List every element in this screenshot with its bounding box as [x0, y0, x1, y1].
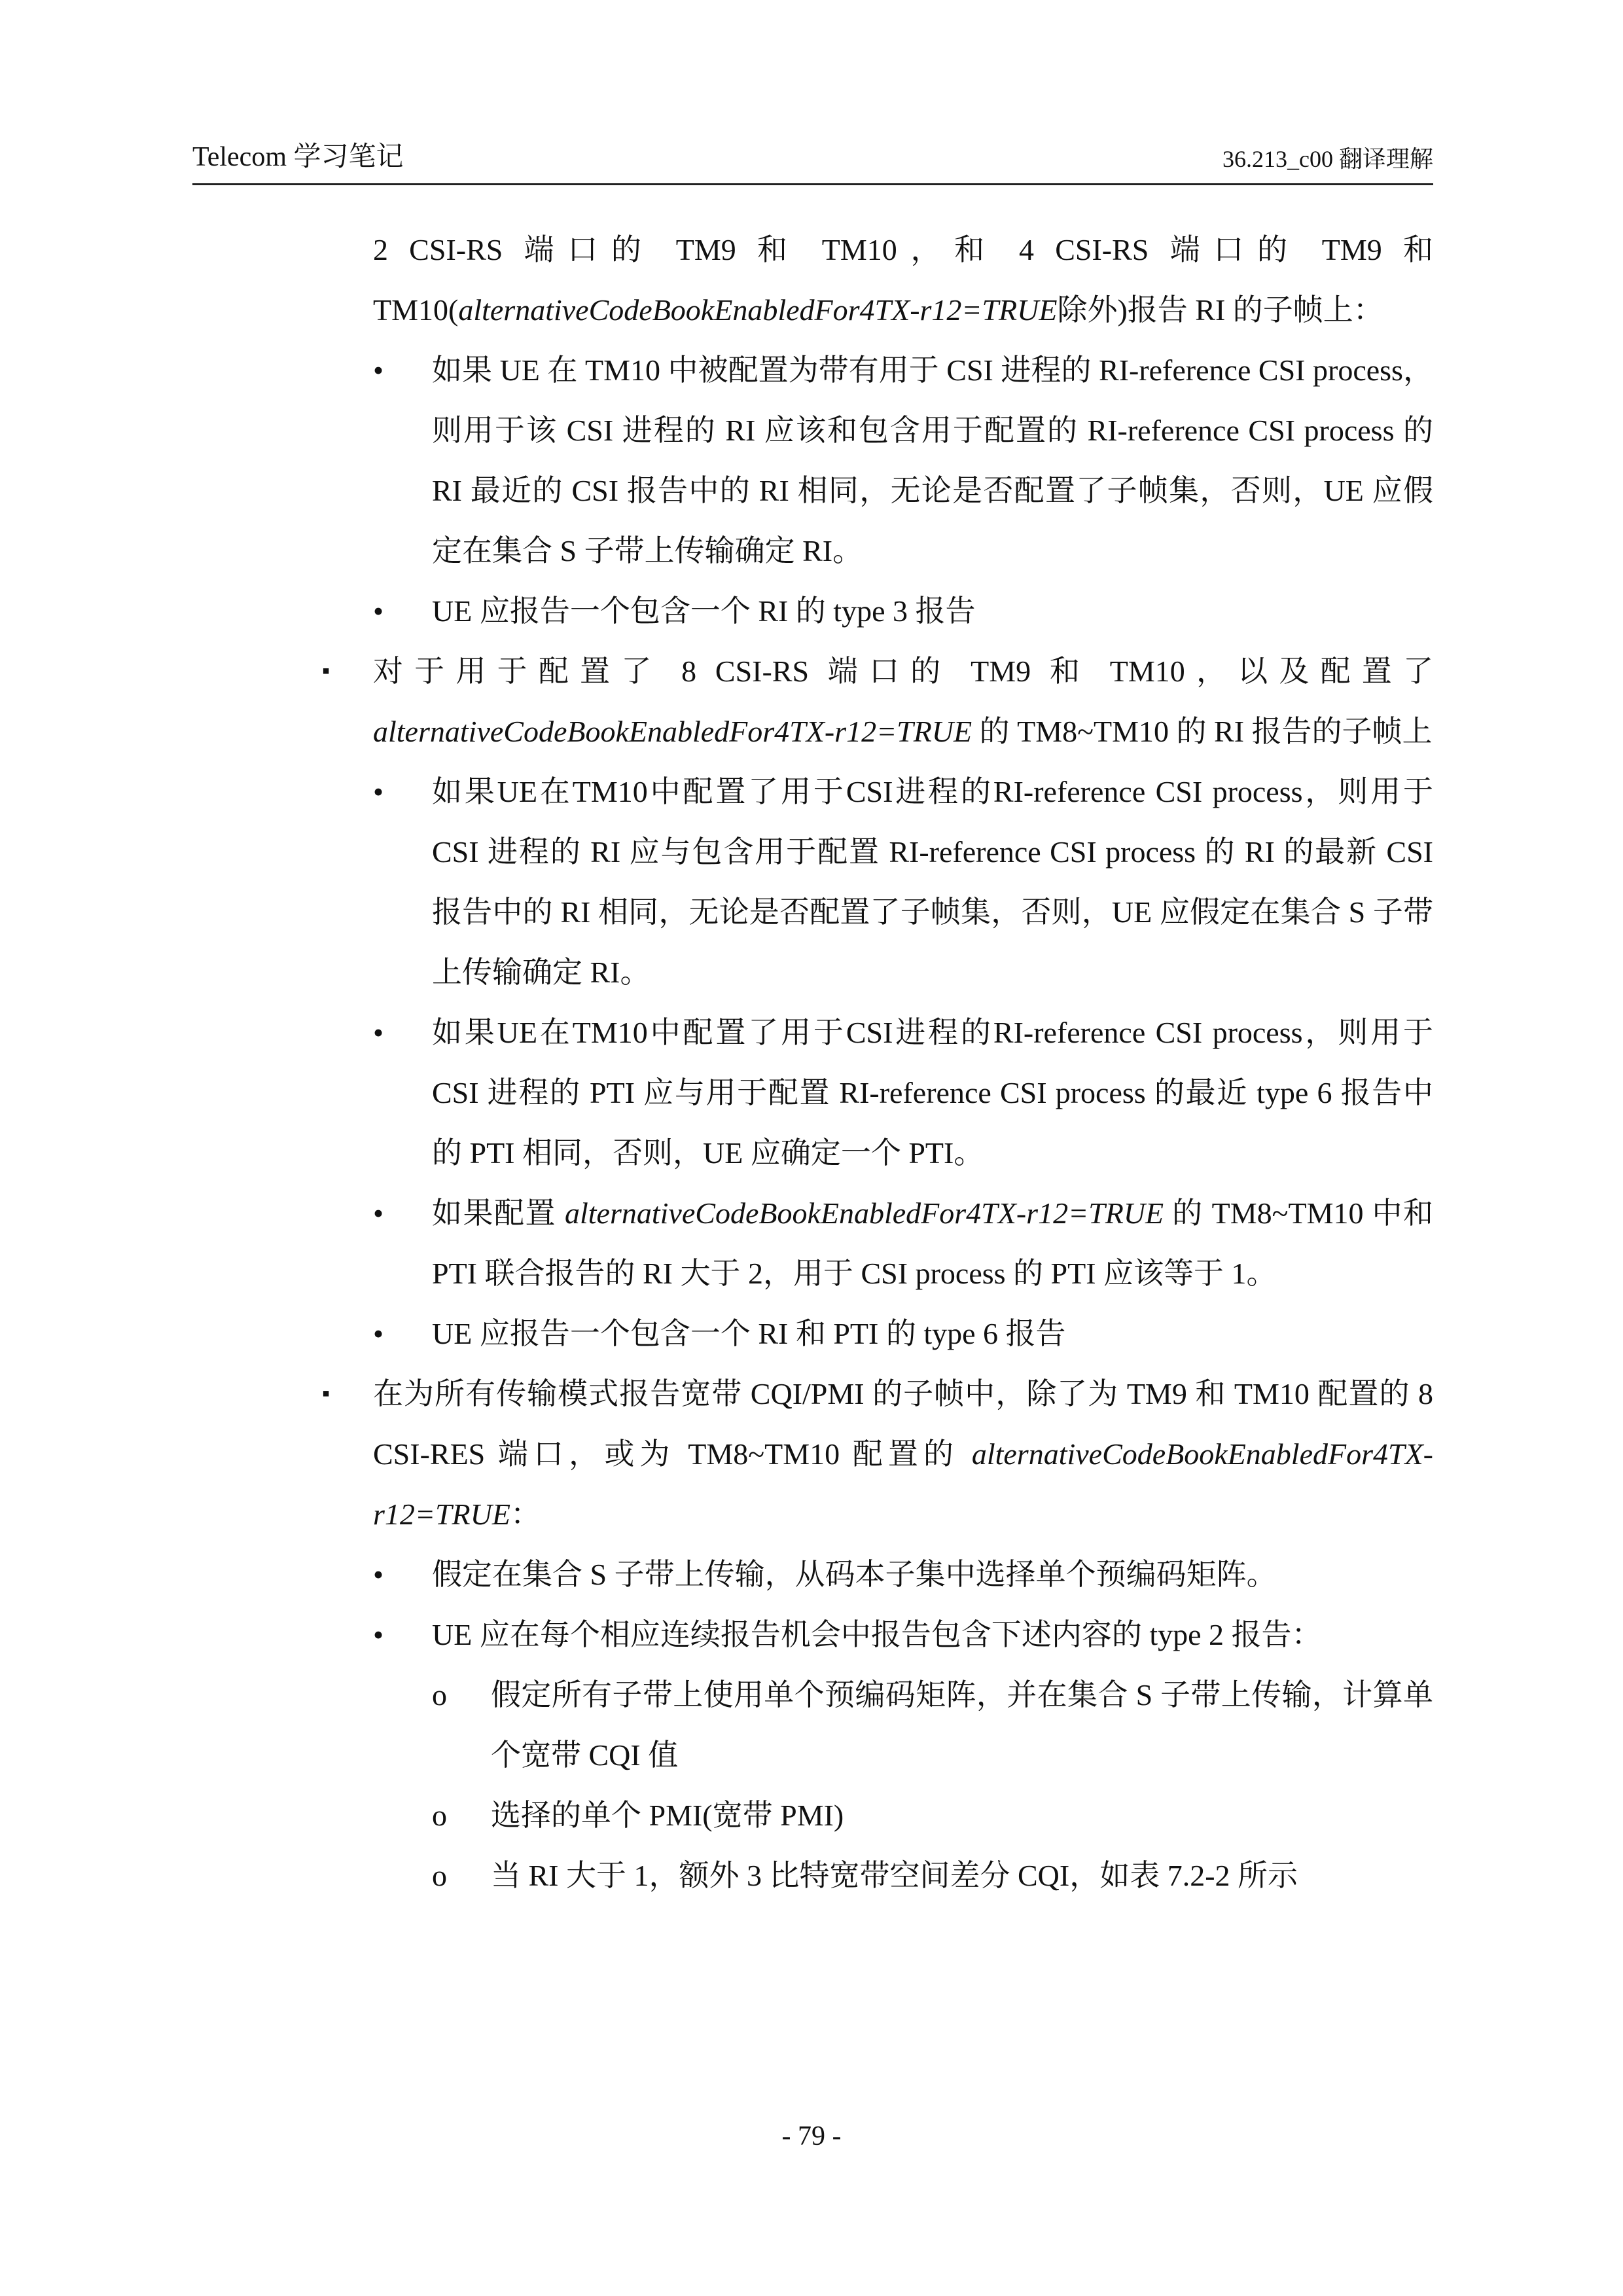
header-title: Telecom 学习笔记	[192, 142, 404, 172]
bullet-marker: •	[373, 1558, 384, 1591]
page-body	[322, 220, 1433, 1906]
square-bullet-marker: ▪	[322, 1382, 330, 1406]
intro-param: alternativeCodeBookEnabledFor4TX-r12=TRUE	[458, 293, 1058, 327]
bullet3-param: alternativeCodeBookEnabledFor4TX-r12=TRUE	[564, 1196, 1164, 1230]
page-number: - 79 -	[781, 2121, 842, 2151]
list-item: • UE 应报告一个包含一个 RI 和 PTI 的 type 6 报告	[432, 1304, 1433, 1364]
bullet-marker: •	[373, 775, 384, 808]
bullet-marker: •	[373, 1317, 384, 1350]
list-item: • UE 应在每个相应连续报告机会中报告包含下述内容的 type 2 报告：	[432, 1605, 1433, 1665]
page-header	[192, 131, 1433, 185]
list-item: • 如果UE在TM10中配置了用于CSI进程的RI-reference CSI process，则用于 CSI 进程的 PTI 应与用于配置 RI-reference CSI process 的最近 type 6 报告中的 PTI 相同，否则，UE 应确定一个 PTI。	[432, 1003, 1433, 1183]
bullet-marker: •	[373, 353, 384, 387]
section2-param: alternativeCodeBookEnabledFor4TX-r12=TRUE	[373, 715, 972, 748]
bullet-marker: •	[373, 594, 384, 628]
list-item: • 假定在集合 S 子带上传输，从码本子集中选择单个预编码矩阵。	[432, 1545, 1433, 1605]
sub-list-item: o 当 RI 大于 1，额外 3 比特宽带空间差分 CQI，如表 7.2-2 所示	[491, 1846, 1433, 1906]
section-item: ▪ 对于用于配置了 8 CSI-RS 端口的 TM9 和 TM10，以及配置了alternativeCodeBookEnabledFor4TX-r12=TRUE 的 TM8~TM10 的 RI 报告的子帧上	[373, 641, 1433, 762]
bullet-marker: •	[373, 1196, 384, 1230]
bullet-marker: •	[373, 1618, 384, 1651]
sub-list-item: o 假定所有子带上使用单个预编码矩阵，并在集合 S 子带上传输，计算单个宽带 CQI 值	[491, 1665, 1433, 1785]
header-doc-id: 36.213_c00 翻译理解	[1222, 146, 1433, 172]
circle-bullet-marker: o	[432, 1678, 447, 1712]
circle-bullet-marker: o	[432, 1799, 447, 1832]
section3-param: alternativeCodeBookEnabledFor4TX-r12=TRUE	[373, 1437, 1433, 1531]
intro-paragraph: 2 CSI-RS 端口的 TM9 和 TM10，和 4 CSI-RS 端口的 TM9 和 TM10(alternativeCodeBookEnabledFor4TX-r12=TRUE除外)报告 RI 的子帧上：	[373, 233, 1433, 327]
section-item: ▪ 在为所有传输模式报告宽带 CQI/PMI 的子帧中，除了为 TM9 和 TM10 配置的 8 CSI-RES 端口，或为 TM8~TM10 配置的 alternativeCodeBookEnabledFor4TX-r12=TRUE：	[373, 1364, 1433, 1545]
bullet-marker: •	[373, 1016, 384, 1049]
sub-list-item: o 选择的单个 PMI(宽带 PMI)	[491, 1785, 1433, 1846]
list-item: • 如果UE在TM10中配置了用于CSI进程的RI-reference CSI process，则用于 CSI 进程的 RI 应与包含用于配置 RI-reference CSI process 的 RI 的最新 CSI 报告中的 RI 相同，无论是否配置了子帧集，否则，UE 应假定在集合 S 子带上传输确定 RI。	[432, 762, 1433, 1003]
square-bullet-marker: ▪	[322, 659, 330, 683]
list-item: • 如果配置 alternativeCodeBookEnabledFor4TX-r12=TRUE 的 TM8~TM10 中和 PTI 联合报告的 RI 大于 2，用于 CSI process 的 PTI 应该等于 1。	[432, 1183, 1433, 1304]
list-item: • 如果 UE 在 TM10 中被配置为带有用于 CSI 进程的 RI-reference CSI process，则用于该 CSI 进程的 RI 应该和包含用于配置的 RI-reference CSI process 的 RI 最近的 CSI 报告中的 RI 相同，无论是否配置了子帧集，否则，UE 应假定在集合 S 子带上传输确定 RI。	[432, 340, 1433, 581]
circle-bullet-marker: o	[432, 1859, 447, 1892]
list-item: • UE 应报告一个包含一个 RI 的 type 3 报告	[432, 581, 1433, 641]
